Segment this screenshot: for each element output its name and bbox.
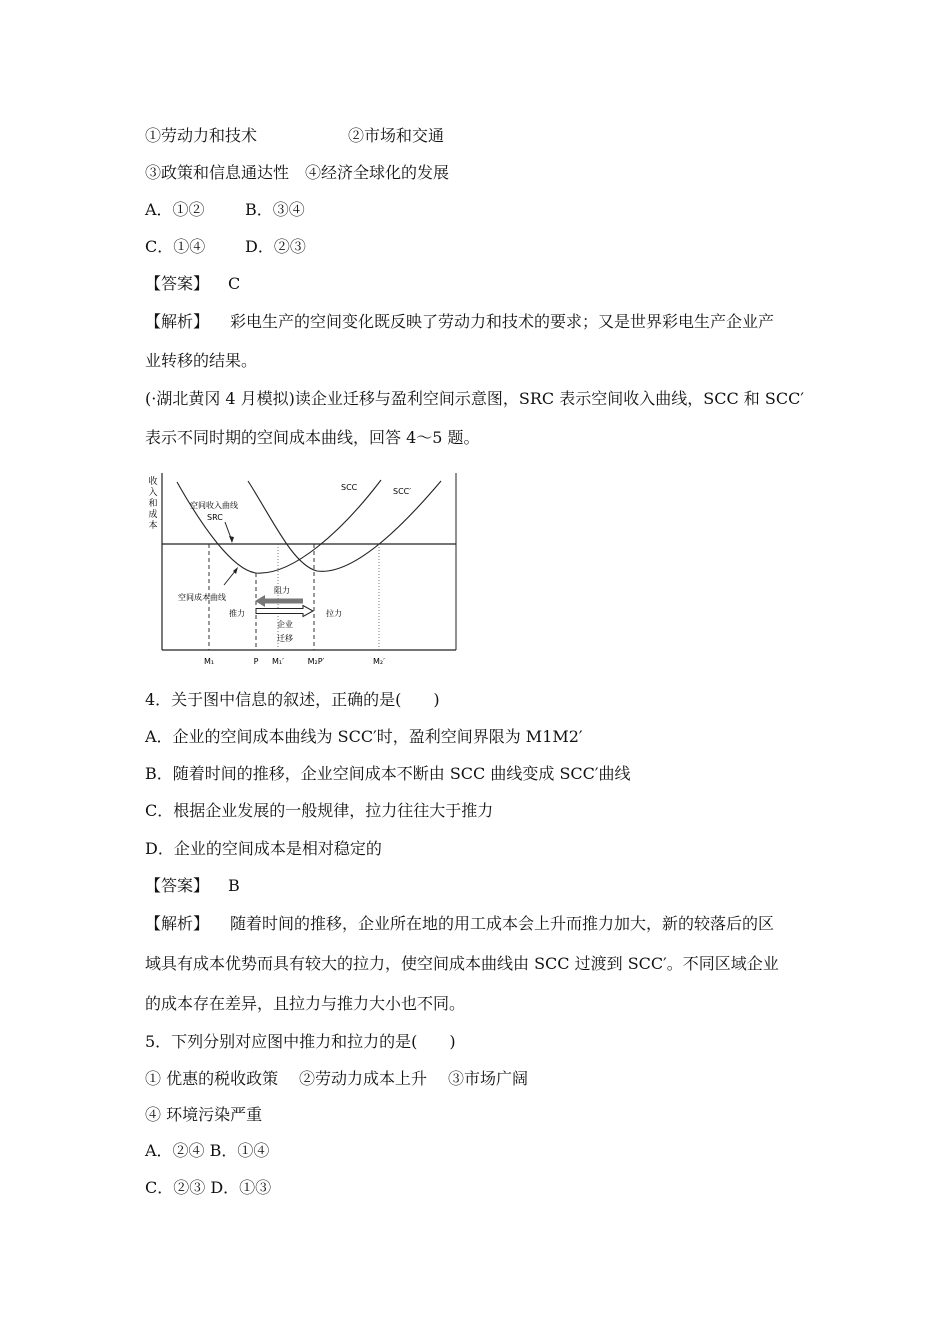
q5-opt-1: ① 优惠的税收政策 [145, 1069, 279, 1088]
resistance-arrow [255, 595, 303, 607]
analysis-label: 【解析】 [145, 312, 210, 331]
q5-stem: 5．下列分别对应图中推力和拉力的是( ) [145, 1032, 456, 1051]
answer-label: 【答案】 [145, 876, 210, 895]
q5-options-row [145, 1069, 528, 1089]
tick-m1: M₁ [203, 657, 215, 666]
option-4: ④经济全球化的发展 [305, 163, 450, 182]
answer-1 [145, 274, 240, 294]
answer-value: C [228, 274, 241, 293]
choice-row-cd [145, 237, 306, 257]
q5-opt-2: ②劳动力成本上升 [299, 1069, 428, 1088]
q4-analysis-line-2: 域具有成本优势而具有较大的拉力，使空间成本曲线由 SCC 过渡到 SCC′。不同区域企业 [145, 954, 779, 973]
analysis-1-line-1 [145, 312, 774, 332]
q5-opt-4: ④ 环境污染严重 [145, 1105, 263, 1124]
migration-arrow [256, 606, 313, 617]
cost-curve-label: 空间成本曲线 [178, 593, 226, 602]
pull-label: 拉力 [326, 609, 342, 618]
analysis-text: 彩电生产的空间变化既反映了劳动力和技术的要求；又是世界彩电生产企业产 [230, 312, 775, 331]
q4-option-b: B．随着时间的推移，企业空间成本不断由 SCC 曲线变成 SCC′曲线 [145, 764, 631, 783]
analysis-text: 随着时间的推移，企业所在地的用工成本会上升而推力加大，新的较落后的区 [230, 914, 775, 933]
intro-line-1: (·湖北黄冈 4 月模拟)读企业迁移与盈利空间示意图，SRC 表示空间收入曲线，SCC 和 SCC′ [145, 389, 804, 408]
src-label: 空间收入曲线 [190, 501, 238, 510]
tick-m2-p-prime: M₂P′ [307, 657, 325, 666]
option-1: ①劳动力和技术 [145, 126, 258, 145]
migration-label-2: 迁移 [277, 634, 293, 643]
scc-prime-label: SCC′ [393, 487, 412, 496]
y-axis-char-2: 入 [148, 488, 158, 498]
choice-c: C．①④ [145, 237, 206, 256]
y-axis-char-1: 收 [148, 477, 158, 487]
tick-p: P [253, 657, 259, 666]
option-3: ③政策和信息通达性 [145, 163, 290, 182]
choice-d: D．②③ [245, 237, 306, 256]
y-axis-char-5: 本 [148, 521, 158, 531]
choice-a: A．①② [145, 200, 205, 219]
intro-line-2: 表示不同时期的空间成本曲线，回答 4～5 题。 [145, 428, 480, 447]
push-label: 推力 [229, 609, 245, 618]
option-row-1-2 [145, 126, 444, 146]
q4-option-a: A．企业的空间成本曲线为 SCC′时，盈利空间界限为 M1M2′ [145, 727, 583, 746]
q4-stem: 4．关于图中信息的叙述，正确的是( ) [145, 690, 440, 709]
resistance-label: 阻力 [274, 586, 290, 595]
option-2: ②市场和交通 [348, 126, 445, 145]
q5-opt-3: ③市场广阔 [448, 1069, 529, 1088]
scc-prime-curve [248, 481, 441, 571]
q4-answer [145, 876, 240, 896]
migration-profit-figure [143, 470, 463, 675]
y-axis-char-3: 和 [148, 499, 158, 509]
q5-choice-ab: A．②④ B．①④ [145, 1141, 270, 1160]
scc-label: SCC [341, 483, 358, 492]
cost-pointer [224, 570, 236, 585]
choice-row-ab [145, 200, 305, 220]
q4-analysis-line-1 [145, 914, 774, 934]
analysis-label: 【解析】 [145, 914, 210, 933]
q4-analysis-line-3: 的成本存在差异，且拉力与推力大小也不同。 [145, 994, 466, 1013]
answer-value: B [228, 876, 240, 895]
choice-b: B．③④ [245, 200, 305, 219]
analysis-1-line-2: 业转移的结果。 [145, 351, 258, 370]
tick-m2-prime: M₂′ [373, 657, 385, 666]
src-abbr-label: SRC [207, 513, 223, 522]
answer-label: 【答案】 [145, 274, 210, 293]
tick-m1-prime: M₁′ [272, 657, 284, 666]
q4-option-d: D．企业的空间成本是相对稳定的 [145, 839, 382, 858]
q4-option-c: C．根据企业发展的一般规律，拉力往往大于推力 [145, 801, 494, 820]
option-row-3-4 [145, 163, 449, 183]
migration-label-1: 企业 [277, 620, 293, 629]
scc-curve [177, 480, 381, 573]
q5-choice-cd: C．②③ D．①③ [145, 1178, 272, 1197]
y-axis-char-4: 成 [148, 510, 158, 520]
src-pointer-head [229, 536, 234, 543]
